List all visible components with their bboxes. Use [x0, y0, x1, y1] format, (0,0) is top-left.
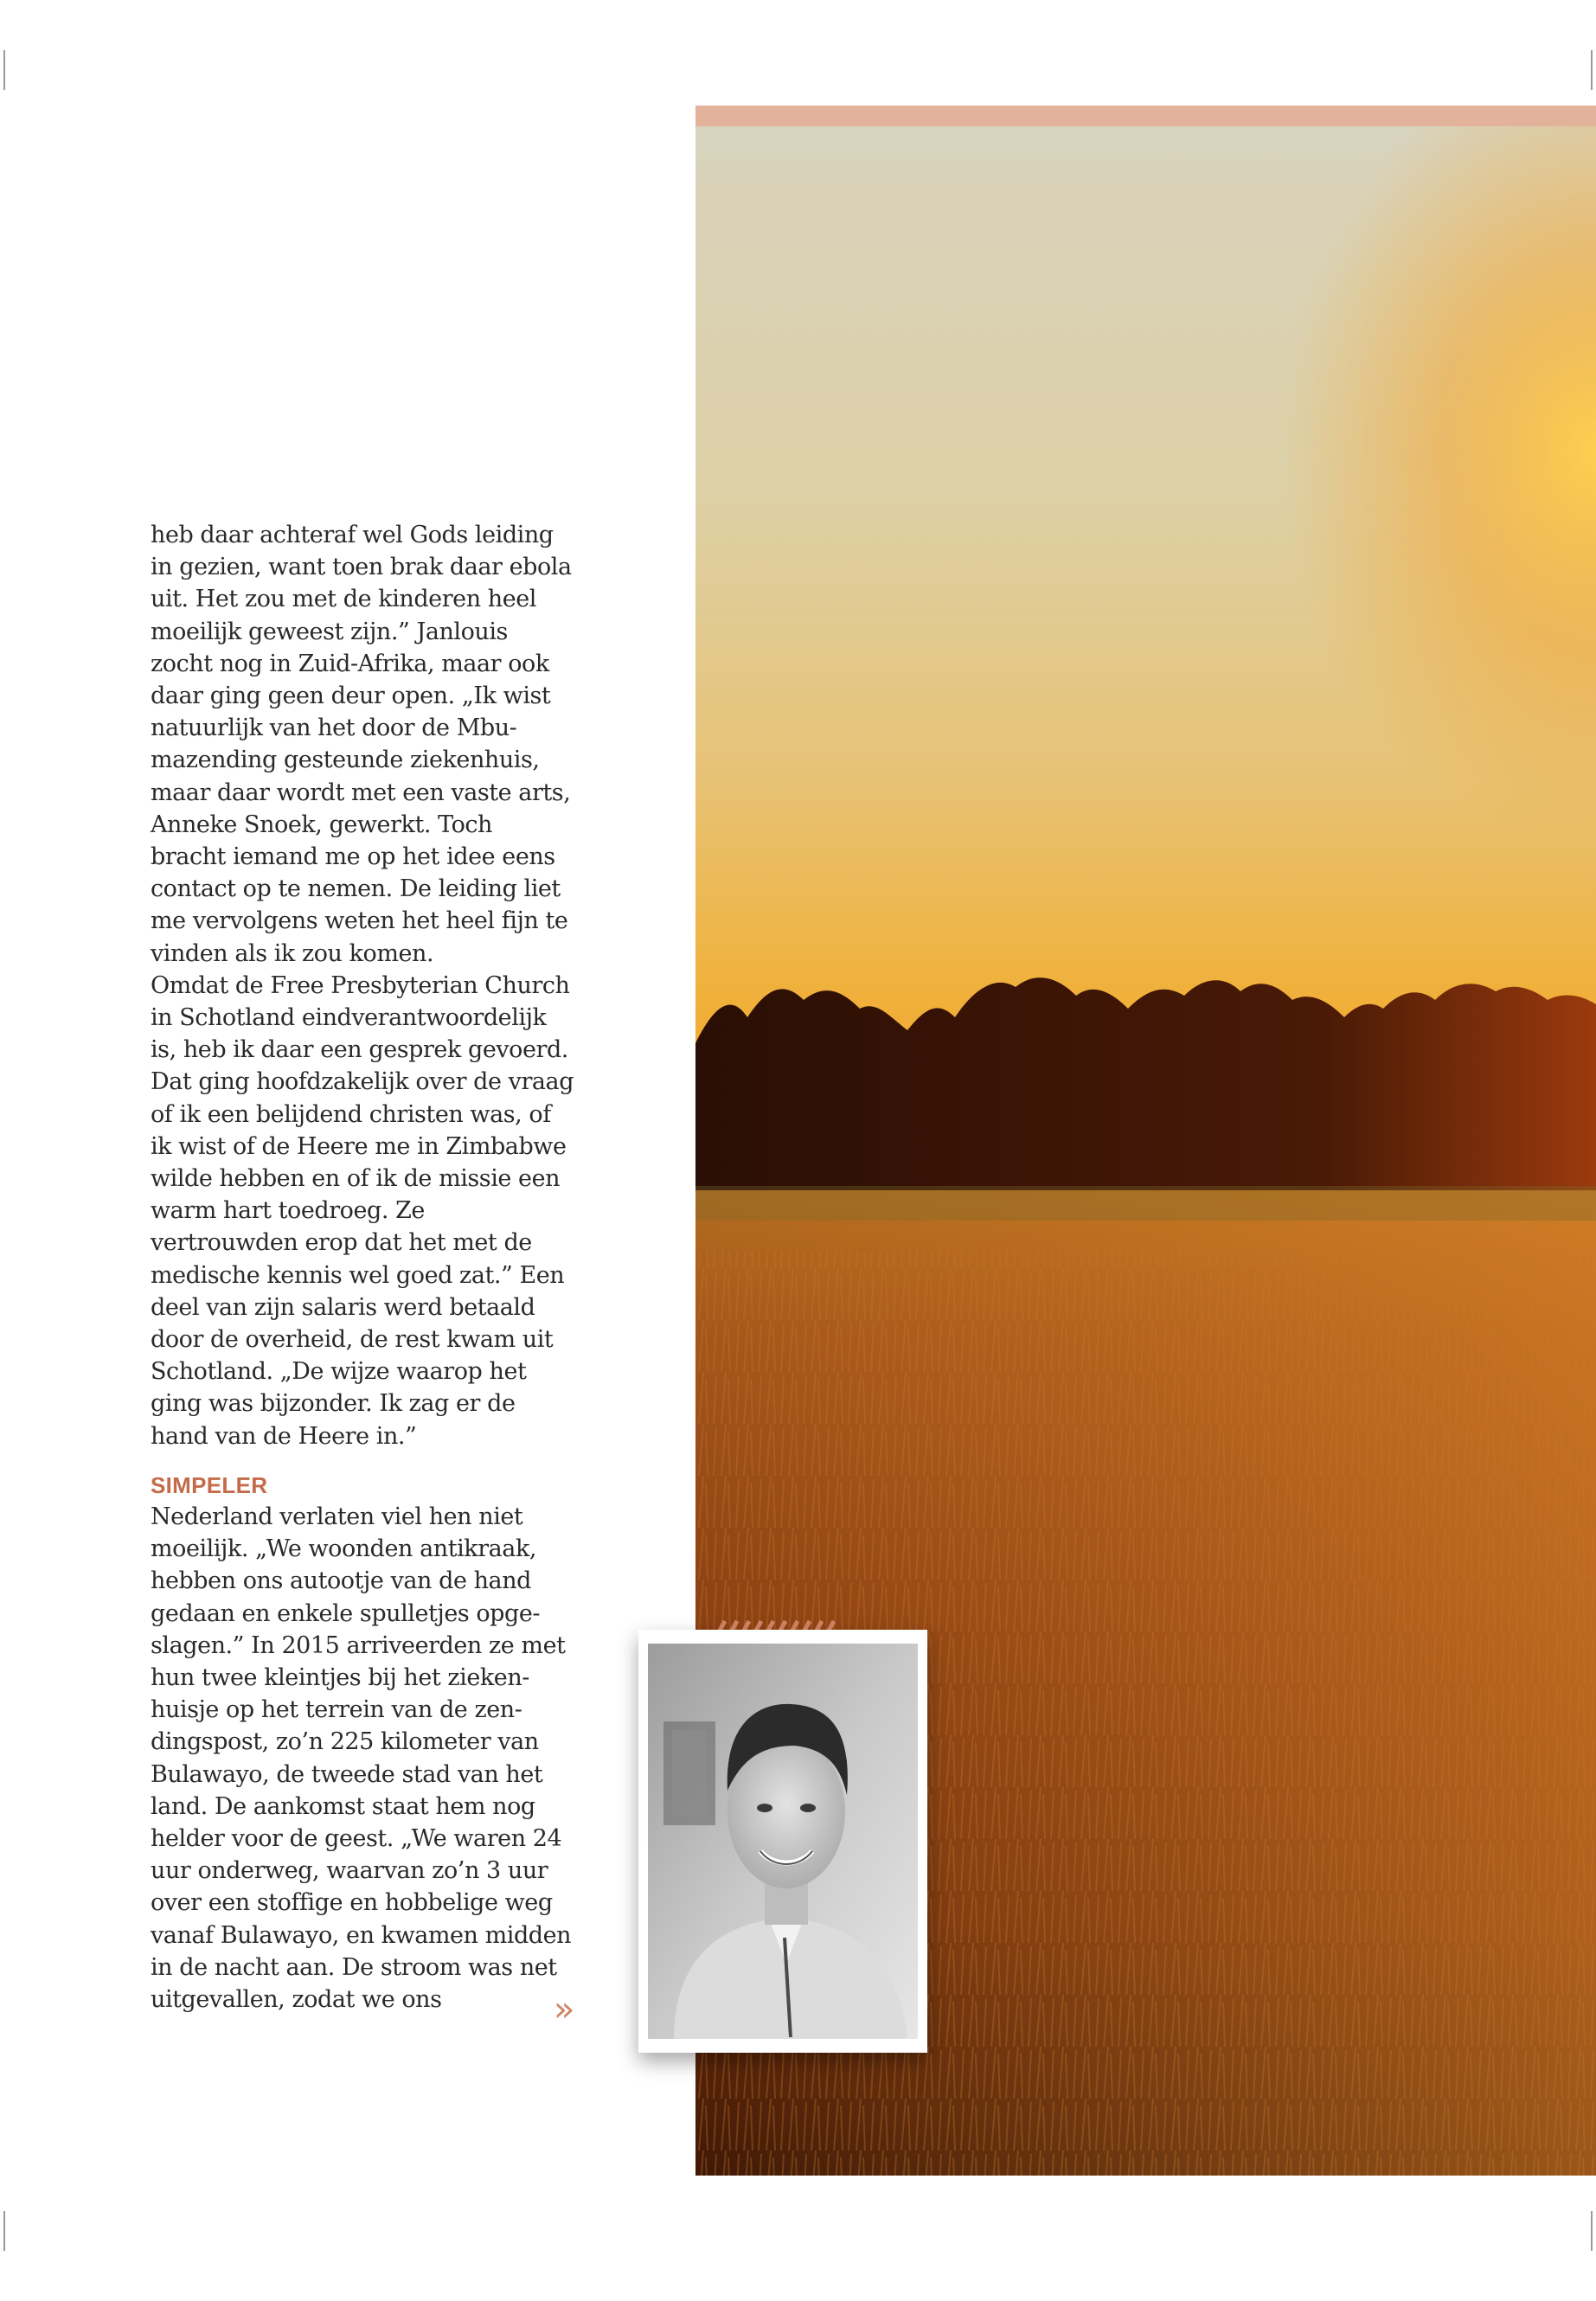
crop-mark-bottom-left — [3, 2211, 5, 2251]
crop-mark-bottom-right — [1591, 2211, 1593, 2251]
section-subhead: SIMPELER — [151, 1471, 268, 1498]
portrait-frame — [638, 1630, 927, 2053]
top-accent-band — [695, 106, 1596, 126]
article-paragraph-1: heb daar achteraf wel Gods leiding in gezien, want toen brak daar ebola uit. Het zou met de kinderen heel moeilijk geweest zijn.” Janlouis zocht nog in Zuid-Afrika, maar ook daar ging geen deur open. „Ik wist natuurlijk van het door de Mbu-mazending gesteunde ziekenhuis, maar daar wordt met een vaste arts, Anneke Snoek, gewerkt. Toch bracht iemand me op het idee eens contact op te nemen. De leiding liet me vervolgens weten het heel fijn te vinden als ik zou komen. — [151, 522, 572, 967]
crop-mark-top-left — [3, 50, 5, 90]
crop-mark-top-right — [1591, 50, 1593, 90]
continue-arrow-icon: » — [554, 1990, 575, 2029]
portrait-photo — [648, 1644, 918, 2039]
article-paragraph-3: Nederland verlaten viel hen niet moeilijk. „We woonden antikraak, hebben ons autootje van de hand gedaan en enkele spulletjes opge-slagen.” In 2015 arriveerden ze met hun twee kleintjes bij het zieken-huisje op het terrein van de zen-dingspost, zo’n 225 kilometer van Bulawayo, de tweede stad van het land. De aankomst staat hem nog helder voor de geest. „We waren 24 uur onderweg, waarvan zo’n 3 uur over een stoffige en hobbelige weg vanaf Bulawayo, en kwamen midden in de nacht aan. De stroom was net uitgevallen, zodat we ons — [151, 1503, 572, 2013]
article-paragraph-2: Omdat de Free Presbyterian Church in Schotland eindverantwoordelijk is, heb ik daar een gesprek gevoerd. Dat ging hoofdzakelijk over de vraag of ik een belijdend christen was, of ik wist of de Heere me in Zimbabwe wilde hebben en of ik de missie een warm hart toedroeg. Ze vertrouwden erop dat het met de medische kennis wel goed zat.” Een deel van zijn salaris werd betaald door de overheid, de rest kwam uit Schotland. „De wijze waarop het ging was bijzonder. Ik zag er de hand van de Heere in.” — [151, 971, 574, 1450]
article-column — [151, 519, 574, 2016]
